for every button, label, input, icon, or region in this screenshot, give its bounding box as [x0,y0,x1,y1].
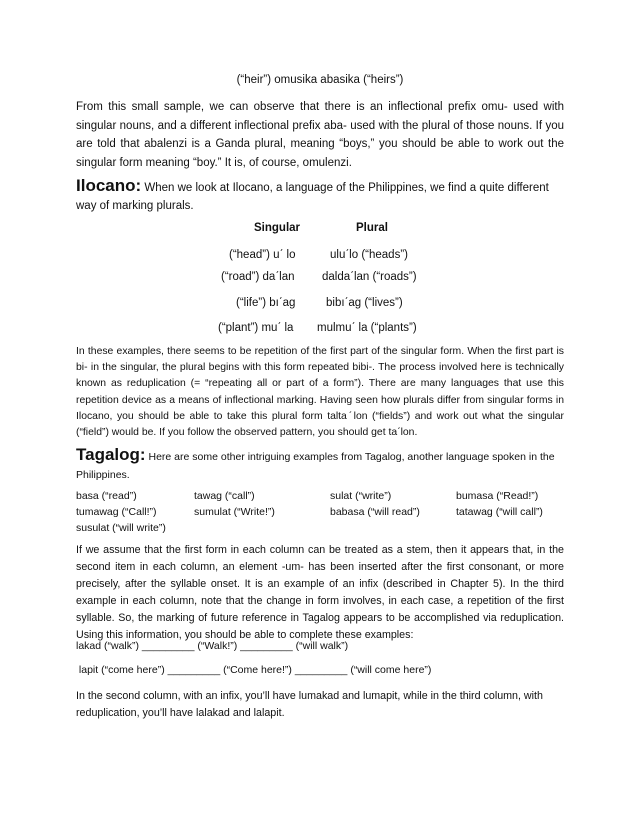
exercise-line: lapit (“come here”) _________ (“Come here!”) _________ (“will come here”) [76,664,432,676]
example-item: sumulat (“Write!”) [194,506,275,518]
singular-cell: (“life”) bıˊag [236,297,296,309]
ilocano-intro-text: When we look at Ilocano, a language of the Philippines, we find a quite different way of marking plurals. [76,182,549,212]
example-item: bumasa (“Read!”) [456,490,539,502]
example-item: susulat (“will write”) [76,522,166,534]
singular-cell: (“plant”) muˊ la [218,322,294,334]
ganda-paragraph: From this small sample, we can observe that there is an inflectional prefix omu- used with singular nouns, and a different inflectional prefix aba- used with the plural of those nouns. If you are told that abalenzi is a Ganda plural, meaning “boys,” you should be able to work out the singular form meaning “boy.” It is, of course, omulenzi. [76,101,564,169]
ilocano-paragraph: In these examples, there seems to be repetition of the first part of the singular form. When the first part is bi- in the singular, the plural begins with this form repeated bibi-. The process involved here is technically known as reduplication (= “repeating all or part of a form”). There are many languages that use this repetition device as a means of inflectional marking. Having seen how plurals differ from singular forms in Ilocano, you should be able to take this plural form taltaˊlon (“fields”) and work out what the singular (“field”) would be. If you follow the observed pattern, you should get taˊlon. [76,346,564,439]
plural-cell: daldaˊlan (“roads”) [322,271,417,283]
tagalog-intro-text: Here are some other intriguing examples from Tagalog, another language spoken in the Philippines. [76,451,555,481]
tagalog-paragraph: If we assume that the first form in each column can be treated as a stem, then it appears that, in the second item in each column, an element -um- has been inserted after the first consonant, or more precisely, after the syllable onset. It is an example of an infix (described in Chapter 5). In the third example in each column, note that the change in form involves, in each case, a repetition of the first syllable. So, the marking of future reference in Tagalog appears to be accomplished via reduplication. Using this information, you should be able to complete these examples: [76,544,564,641]
ilocano-heading: Ilocano: [76,176,142,195]
example-item: sulat (“write”) [330,490,392,502]
tagalog-intro [76,446,564,484]
example-item: tumawag (“Call!”) [76,506,157,518]
tagalog-heading: Tagalog: [76,445,146,464]
example-item: basa (“read”) [76,490,137,502]
ilocano-intro [76,177,564,215]
example-item: tatawag (“will call”) [456,506,543,518]
example-item: babasa (“will read”) [330,506,420,518]
closing-paragraph: In the second column, with an infix, you’ll have lumakad and lumapit, while in the third column, with reduplication, you’ll have lalakad and lalapit. [76,690,543,719]
exercise-line: lakad (“walk”) _________ (“Walk!”) _________ (“will walk”) [76,640,349,652]
singular-cell: (“head”) uˊ lo [229,249,296,261]
plural-cell: mulmuˊ la (“plants”) [317,322,417,334]
plural-cell: bibıˊag (“lives”) [326,297,403,309]
ganda-example-line: (“heir”) omusika abasika (“heirs”) [236,74,404,86]
col-header-plural: Plural [356,222,388,234]
col-header-singular: Singular [254,222,301,234]
example-item: tawag (“call”) [194,490,255,502]
plural-cell: uluˊlo (“heads”) [330,249,408,261]
singular-cell: (“road”) daˊlan [221,271,295,283]
